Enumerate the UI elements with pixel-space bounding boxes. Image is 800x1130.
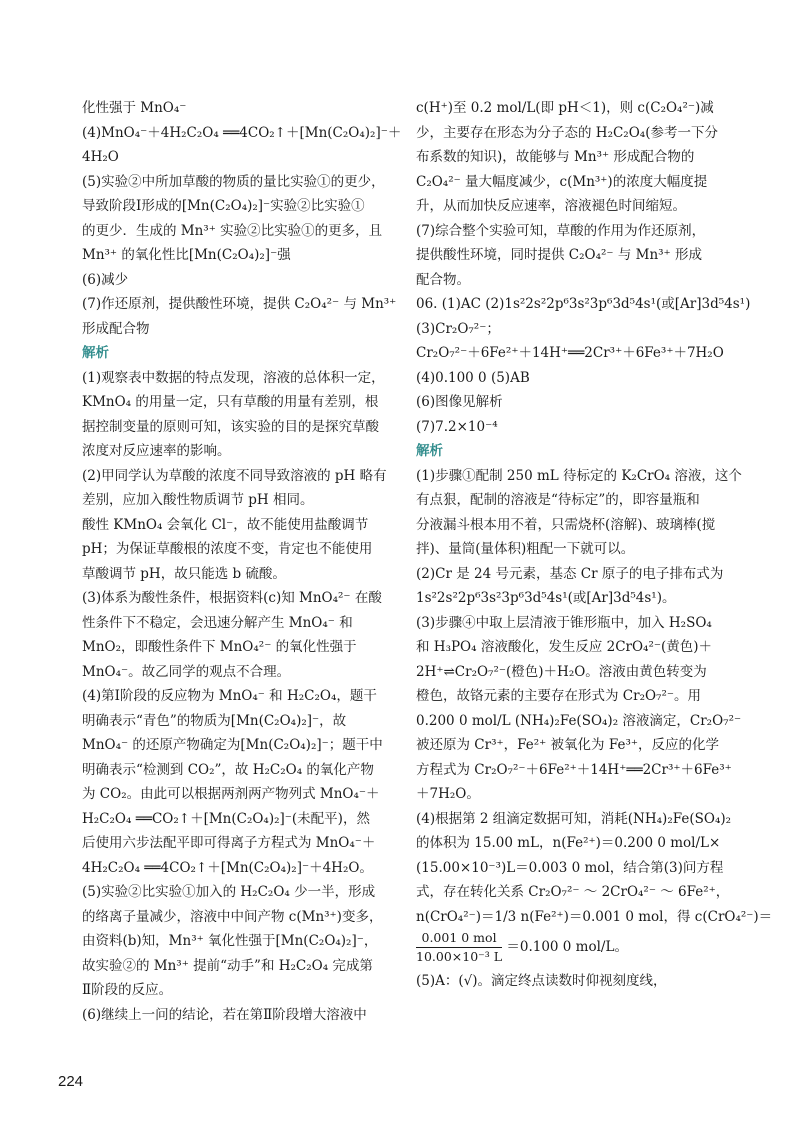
text-line: n(CrO₄²⁻)＝1/3 n(Fe²⁺)＝0.001 0 mol，得 c(CrO₄²⁻)＝ [416,908,773,925]
text-line: 和 H₃PO₄ 溶液酸化，发生反应 2CrO₄²⁻(黄色)＋ [416,639,713,655]
text-line: 分液漏斗根本用不着，只需烧杯(溶解)、玻璃棒(搅 [416,516,716,533]
text-line: 由资料(b)知，Mn³⁺ 氧化性强于[Mn(C₂O₄)₂]⁻， [82,933,378,949]
fraction-numerator: 0.001 0 mol [416,929,502,948]
text-line: (2)甲同学认为草酸的浓度不同导致溶液的 pH 略有 [82,467,387,484]
text-line: Mn³⁺ 的氧化性比[Mn(C₂O₄)₂]⁻强 [82,247,291,263]
text-line: 布系数的知识)，故能够与 Mn³⁺ 形成配合物的 [416,149,695,165]
text-line: 有点狠，配制的溶液是“待标定”的，即容量瓶和 [416,492,700,508]
text-line: 的更少．生成的 Mn³⁺ 实验②比实验①的更多，且 [82,222,383,239]
text-line: (5)实验②中所加草酸的物质的量比实验①的更少， [82,173,385,190]
text-line: (7)7.2×10⁻⁴ [416,418,498,435]
text-line: 浓度对反应速率的影响。 [82,443,231,459]
text-line: (4)MnO₄⁻＋4H₂C₂O₄ ══4CO₂↑＋[Mn(C₂O₄)₂]⁻＋ [82,124,402,141]
text-line: (3)步骤④中取上层清液于锥形瓶中，加入 H₂SO₄ [416,614,712,631]
text-line: (1)步骤①配制 250 mL 待标定的 K₂CrO₄ 溶液，这个 [416,467,742,484]
text-line: KMnO₄ 的用量一定，只有草酸的用量有差别，根 [82,394,379,410]
text-line: 4H₂O [82,149,119,165]
text-line: C₂O₄²⁻ 量大幅度减少，c(Mn³⁺)的浓度大幅度提 [416,173,708,190]
text-line: Ⅱ阶段的反应。 [82,982,173,998]
text-line: 的络离子量减少，溶液中中间产物 c(Mn³⁺)变多， [82,908,383,925]
text-line: 1s²2s²2p⁶3s²3p⁶3d⁵4s¹(或[Ar]3d⁵4s¹)。 [416,590,676,606]
left-analysis-block [82,366,387,1028]
text-line: (3)体系为酸性条件，根据资料(c)知 MnO₄²⁻ 在酸 [82,590,382,606]
text-line: 式，存在转化关系 Cr₂O₇²⁻ ～ 2CrO₄²⁻ ～ 6Fe²⁺， [416,884,730,900]
left-column [82,96,402,1027]
text-line: pH；为保证草酸根的浓度不变，肯定也不能使用 [82,541,373,557]
text-line: 性条件下不稳定，会迅速分解产生 MnO₄⁻ 和 [82,614,353,631]
text-line: ＋7H₂O。 [416,786,480,802]
fraction-line [416,929,722,969]
left-answer-block [82,96,402,341]
text-line: 故实验②的 Mn³⁺ 提前“动手”和 H₂C₂O₄ 完成第 [82,957,373,974]
text-line: (3)Cr₂O₇²⁻； [416,320,500,337]
text-line: (5)实验②比实验①加入的 H₂C₂O₄ 少一半，形成 [82,884,376,900]
text-line: Cr₂O₇²⁻＋6Fe²⁺＋14H⁺══2Cr³⁺＋6Fe³⁺＋7H₂O [416,345,724,361]
fraction [416,929,502,966]
text-line: (15.00×10⁻³)L＝0.003 0 mol，结合第(3)问方程 [416,859,724,876]
text-line: (4)根据第 2 组滴定数据可知，消耗(NH₄)₂Fe(SO₄)₂ [416,810,732,827]
text-line: 化性强于 MnO₄⁻ [82,100,187,116]
text-line: (5)A：(√)。滴定终点读数时仰视刻度线， [416,973,667,989]
text-line: (1)观察表中数据的特点发现，溶液的总体积一定， [82,369,385,386]
text-line: 配合物。 [416,271,470,288]
text-line: 形成配合物 [82,320,150,337]
text-line: 草酸调节 pH，故只能选 b 硫酸。 [82,565,286,582]
text-line: 差别，应加入酸性物质调节 pH 相同。 [82,492,314,508]
text-line: 方程式为 Cr₂O₇²⁻＋6Fe²⁺＋14H⁺══2Cr³⁺＋6Fe³⁺ [416,761,732,778]
text-line: 明确表示“检测到 CO₂”，故 H₂C₂O₄ 的氧化产物 [82,761,374,778]
left-analysis-heading: 解析 [82,345,109,361]
text-line: c(H⁺)至 0.2 mol/L(即 pH＜1)，则 c(C₂O₄²⁻)减 [416,100,714,116]
text-line: MnO₂，即酸性条件下 MnO₄²⁻ 的氧化性强于 [82,639,357,655]
text-line: 拌)、量筒(量体积)粗配一下就可以。 [416,541,635,557]
fraction-result: ＝0.100 0 mol/L。 [506,939,628,956]
text-line: 导致阶段Ⅰ形成的[Mn(C₂O₄)₂]⁻实验②比实验① [82,198,365,214]
text-line: MnO₄⁻ 的还原产物确定为[Mn(C₂O₄)₂]⁻；题干中 [82,737,383,753]
text-line: (7)作还原剂，提供酸性环境，提供 C₂O₄²⁻ 与 Mn³⁺ [82,296,397,312]
text-line: H₂C₂O₄ ══CO₂↑＋[Mn(C₂O₄)₂]⁻(未配平)，然 [82,810,370,827]
text-line: (6)继续上一问的结论，若在第Ⅱ阶段增大溶液中 [82,1006,367,1023]
text-line: 明确表示“青色”的物质为[Mn(C₂O₄)₂]⁻，故 [82,712,347,729]
text-line: 4H₂C₂O₄ ══4CO₂↑＋[Mn(C₂O₄)₂]⁻＋4H₂O。 [82,859,373,876]
text-line: 酸性 KMnO₄ 会氧化 Cl⁻，故不能使用盐酸调节 [82,516,369,533]
text-line: MnO₄⁻。故乙同学的观点不合理。 [82,663,291,680]
text-line: (6)图像见解析 [416,394,503,410]
text-line: 06. (1)AC (2)1s²2s²2p⁶3s²3p⁶3d⁵4s¹(或[Ar]3d⁵4s¹) [416,296,751,312]
text-line: 被还原为 Cr³⁺，Fe²⁺ 被氧化为 Fe³⁺，反应的化学 [416,737,720,753]
text-line: 2H⁺⇌Cr₂O₇²⁻(橙色)＋H₂O。溶液由黄色转变为 [416,663,707,680]
text-line: 升，从而加快反应速率，溶液褪色时间缩短。 [416,198,686,214]
text-line: 橙色，故铬元素的主要存在形式为 Cr₂O₇²⁻。用 [416,688,702,704]
text-line: (6)减少 [82,271,129,288]
right-answer-block [416,96,751,439]
text-line: 为 CO₂。由此可以根据两剂两产物列式 MnO₄⁻＋ [82,786,380,802]
text-line: (2)Cr 是 24 号元素，基态 Cr 原子的电子排布式为 [416,565,724,582]
right-analysis-block [416,464,773,930]
text-line: (7)综合整个实验可知，草酸的作用为作还原剂， [416,222,706,239]
text-line: (4)0.100 0 (5)AB [416,369,530,386]
fraction-denominator: 10.00×10⁻³ L [416,949,503,964]
text-line: (4)第Ⅰ阶段的反应物为 MnO₄⁻ 和 H₂C₂O₄，题干 [82,688,377,704]
page-number: 224 [58,1073,84,1090]
text-line: 少，主要存在形态为分子态的 H₂C₂O₄(参考一下分 [416,124,718,141]
text-line: 0.200 0 mol/L (NH₄)₂Fe(SO₄)₂ 溶液滴定，Cr₂O₇²⁻ [416,712,742,729]
right-column [416,96,773,994]
text-line: 的体积为 15.00 mL，n(Fe²⁺)＝0.200 0 mol/L× [416,835,721,851]
text-line: 后使用六步法配平即可得离子方程式为 MnO₄⁻＋ [82,835,376,851]
text-line: 据控制变量的原则可知，该实验的目的是探究草酸 [82,418,379,435]
text-line: 提供酸性环境，同时提供 C₂O₄²⁻ 与 Mn³⁺ 形成 [416,247,702,263]
right-analysis-heading: 解析 [416,443,443,459]
